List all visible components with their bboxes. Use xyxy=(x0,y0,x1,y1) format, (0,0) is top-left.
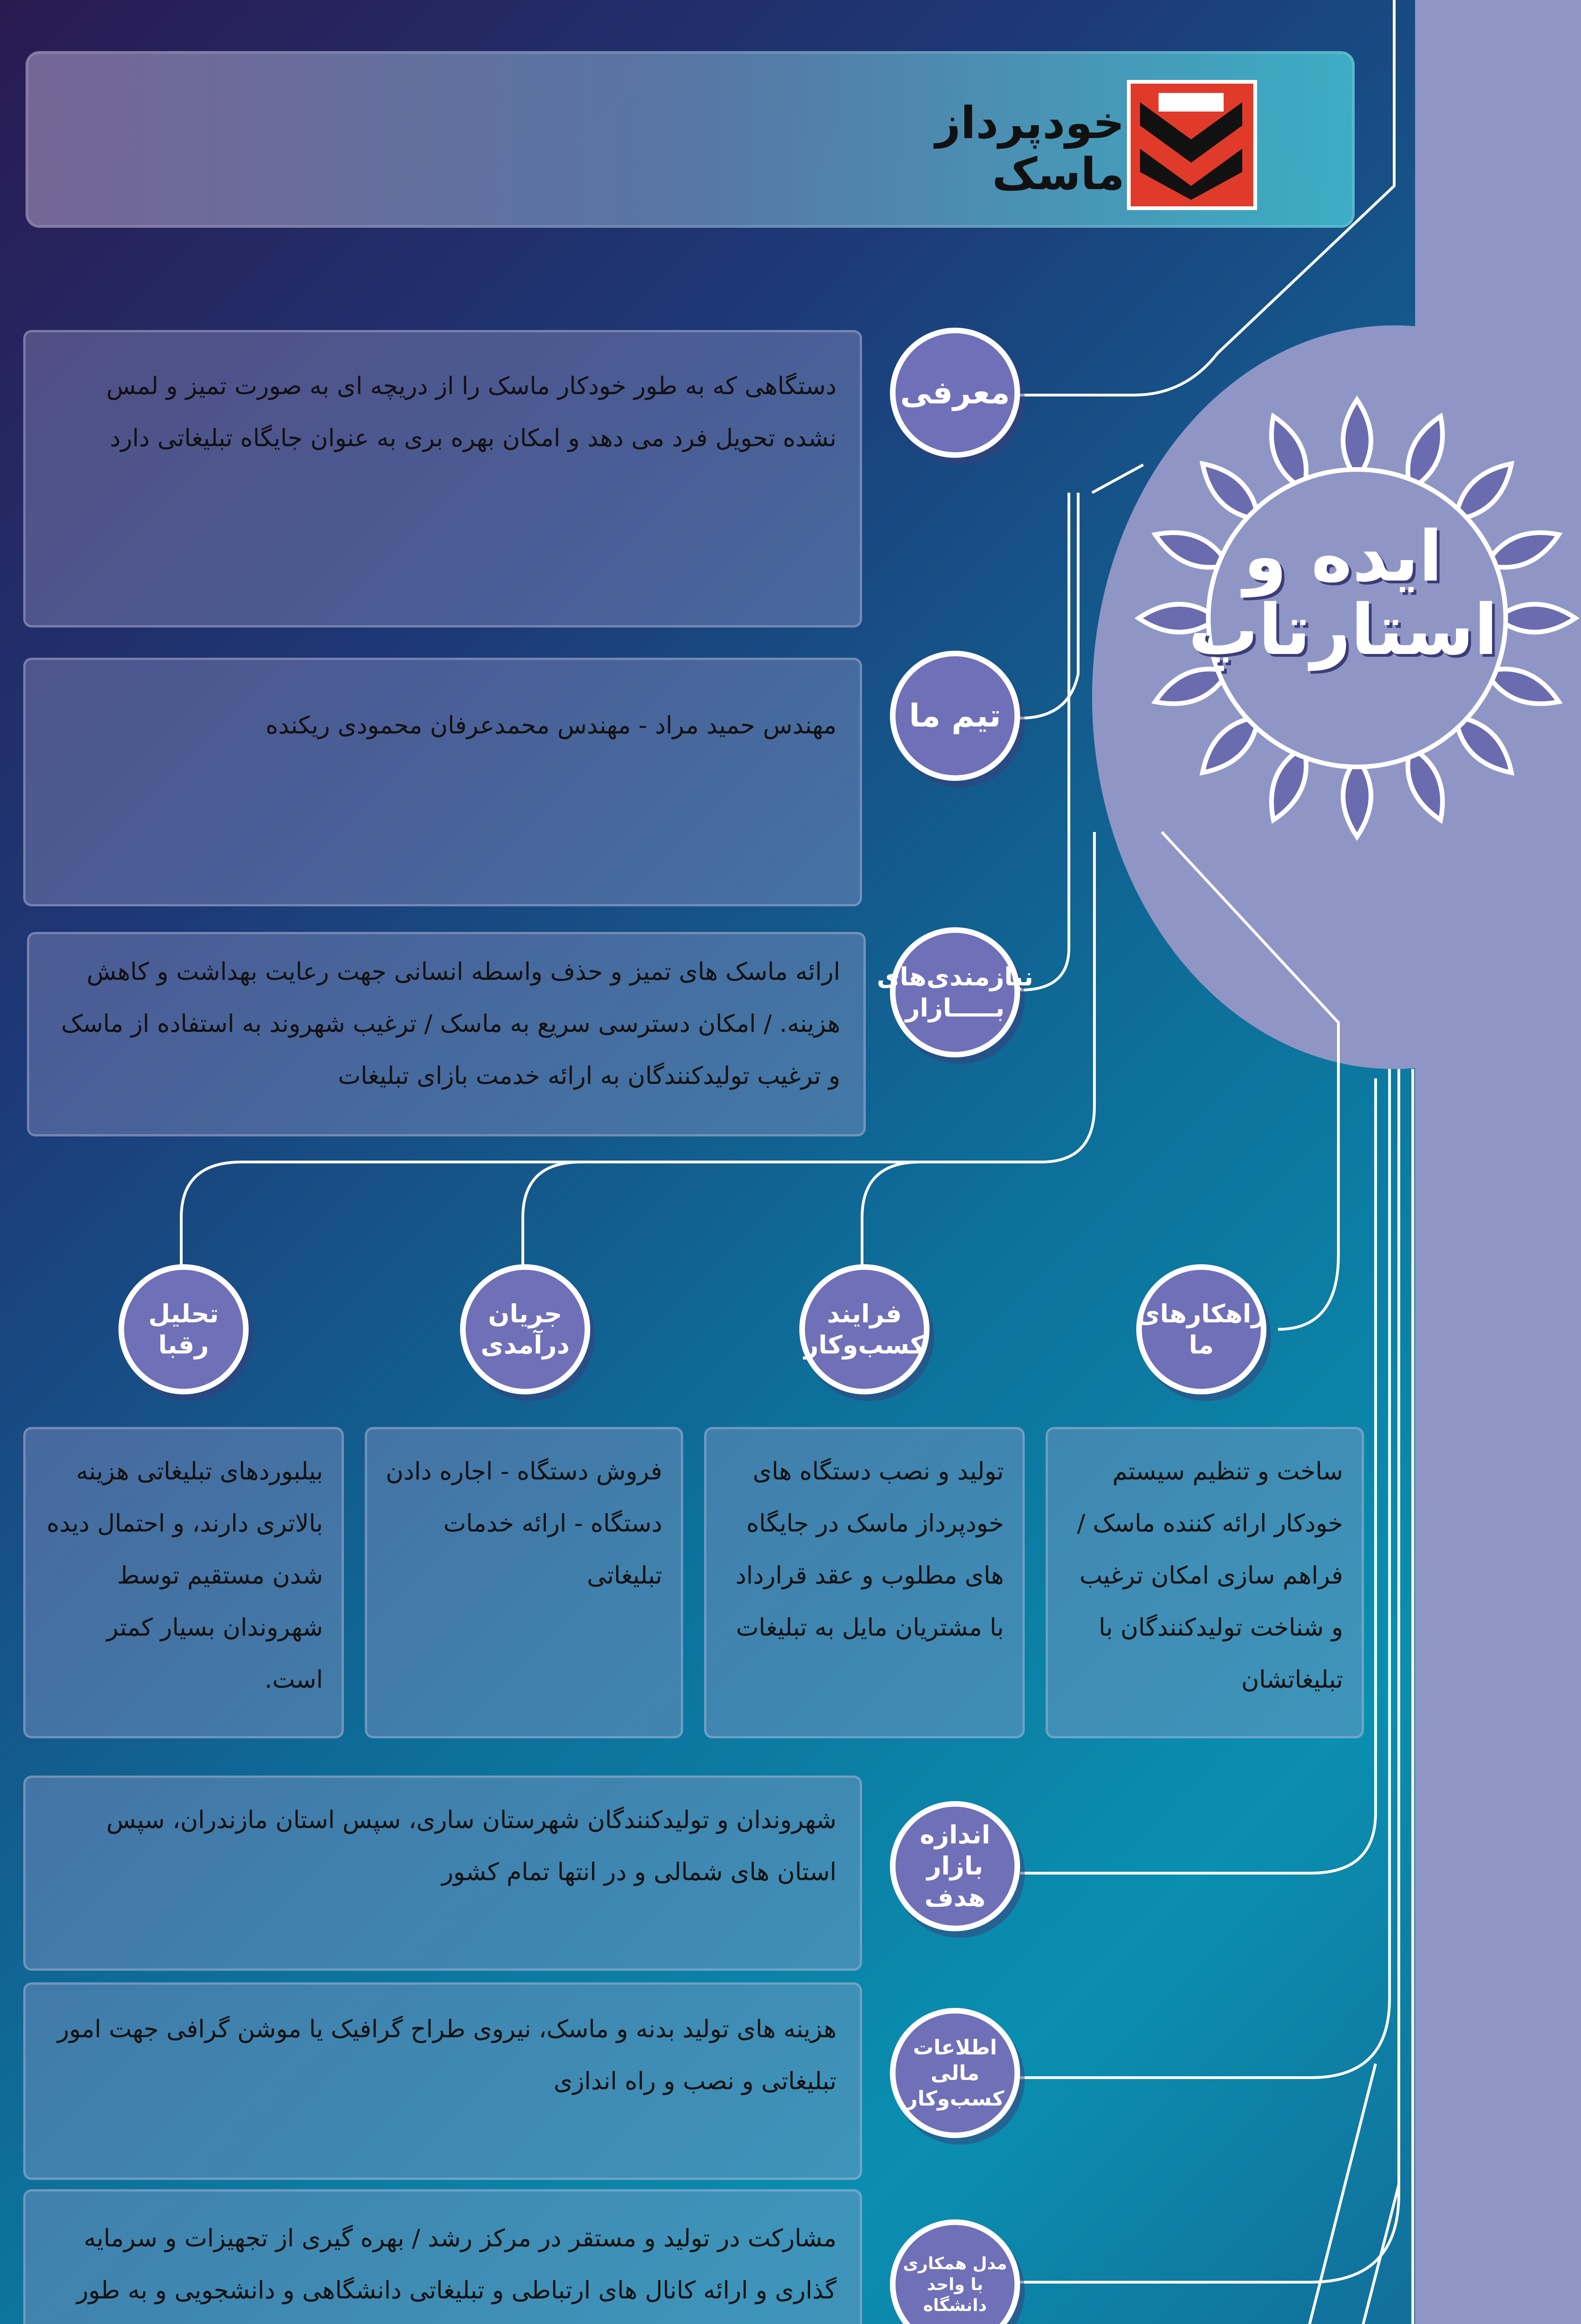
university-card: مشارکت در تولید و مستقر در مرکز رشد / بهره گیری از تجهیزات و سرمایه گذاری و ارائه کانال های ارتباطی و تبلیغاتی دانشگاهی و دانشجویی و به طور xyxy=(23,2189,862,2324)
logo-icon xyxy=(1131,84,1253,206)
mask-logo xyxy=(1127,80,1257,210)
brand-title: خودپرداز ماسک xyxy=(935,98,1125,200)
hub-title xyxy=(1134,516,1552,671)
team-card: مهندس حمید مراد - مهندس محمدعرفان محمودی ریکنده xyxy=(23,658,862,906)
solutions-circle: راهکارهای ما xyxy=(1136,1264,1266,1394)
hub-title-line1: ایده و xyxy=(1243,516,1443,597)
process-card: تولید و نصب دستگاه های خودپرداز ماسک در جایگاه های مطلوب و عقد قرارداد با مشتریان مایل به تبلیغات xyxy=(704,1427,1025,1738)
revenue-card: فروش دستگاه - اجاره دادن دستگاه - ارائه خدمات تبلیغاتی xyxy=(365,1427,683,1738)
financial-circle: اطلاعات مالی کسب‌وکار xyxy=(890,2008,1020,2138)
intro-card: دستگاهی که به طور خودکار ماسک را از دریچه ای به صورت تمیز و لمس نشده تحویل فرد می دهد و امکان بهره بری به عنوان جایگاه تبلیغاتی دارد xyxy=(23,330,862,627)
solutions-card: ساخت و تنظیم سیستم خودکار ارائه کننده ماسک / فراهم سازی امکان ترغیب و شناخت تولیدکنندگان با تبلیغاتشان xyxy=(1046,1427,1364,1738)
market-needs-card: ارائه ماسک های تمیز و حذف واسطه انسانی جهت رعایت بهداشت و کاهش هزینه. / امکان دسترسی سریع به ماسک / ترغیب شهروند به استفاده از ماسک و ترغیب تولیدکنندگان به ارائه خدمت بازای تبلیغات xyxy=(27,932,866,1136)
revenue-circle: جریان درآمدی xyxy=(460,1264,590,1394)
process-circle: فرایند کسب‌وکار xyxy=(799,1264,929,1394)
intro-circle: معرفی xyxy=(890,328,1020,458)
financial-card: هزینه های تولید بدنه و ماسک، نیروی طراح گرافیک یا موشن گرافی جهت امور تبلیغاتی و نصب و راه اندازی xyxy=(23,1982,862,2180)
university-circle: مدل همکاری با واحد دانشگاه xyxy=(890,2219,1020,2324)
target-market-card: شهروندان و تولیدکنندگان شهرستان ساری، سپس استان مازندران، سپس استان های شمالی و در انتها تمام کشور xyxy=(23,1776,862,1971)
competitors-card: بیلبوردهای تبلیغاتی هزینه بالاتری دارند، و احتمال دیده شدن مستقیم توسط شهروندان بسیار کمتر است. xyxy=(23,1427,344,1738)
team-circle: تیم ما xyxy=(890,651,1020,781)
target-market-circle: اندازه بازار هدف xyxy=(890,1801,1020,1931)
market-needs-circle: نیازمندی‌های بـــــازار xyxy=(890,927,1020,1057)
hub-title-line2: استارتاپ xyxy=(1188,589,1498,671)
competitors-circle: تحلیل رقبا xyxy=(119,1264,249,1394)
